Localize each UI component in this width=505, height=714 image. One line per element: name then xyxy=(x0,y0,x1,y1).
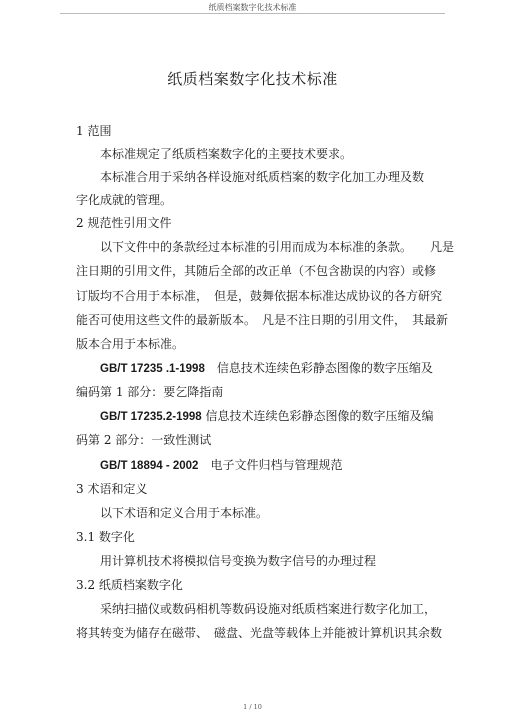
section-3-paragraph: 以下术语和定义合用于本标准。 xyxy=(100,506,269,520)
section-1-paragraph-2-line-2: 字化成就的管理。 xyxy=(76,193,173,207)
section-1-paragraph-2-line-1: 本标准合用于采纳各样设施对纸质档案的数字化加工办理及数 xyxy=(100,170,425,184)
section-2-paragraph-line-5: 版本合用于本标准。 xyxy=(76,337,185,351)
reference-2-title: 信息技术连续色彩静态图像的数字压缩及编 xyxy=(201,409,434,423)
page-header: 纸质档案数字化技术标准 xyxy=(208,3,297,12)
section-3-2-line-2: 将其转变为储存在磁带、 磁盘、光盘等载体上并能被计算机识其余数 xyxy=(76,626,443,640)
reference-1-title: 信息技术连续色彩静态图像的数字压缩及 xyxy=(204,361,433,375)
section-3-1-heading: 3.1 数字化 xyxy=(76,530,135,544)
section-3-1-text: 用计算机技术将模拟信号变换为数字信号的办理过程 xyxy=(100,554,377,568)
section-2-paragraph-line-2: 注日期的引用文件，其随后全部的改正单（不包含勘误的内容）或修 xyxy=(76,264,437,278)
section-1-heading: 1 范围 xyxy=(76,124,112,138)
reference-2 xyxy=(100,408,433,425)
reference-1 xyxy=(100,360,433,377)
section-2-heading: 2 规范性引用文件 xyxy=(76,216,172,230)
section-2-paragraph-line-3: 订版均不合用于本标准， 但是，鼓舞依据本标准达成协议的各方研究 xyxy=(76,289,443,303)
document-title: 纸质档案数字化技术标准 xyxy=(167,70,338,88)
section-1-paragraph-1: 本标准规定了纸质档案数字化的主要技术要求。 xyxy=(100,147,353,161)
section-3-2-heading: 3.2 纸质档案数字化 xyxy=(76,578,183,592)
reference-2-code: GB/T 17235.2-1998 xyxy=(100,411,202,423)
section-3-heading: 3 术语和定义 xyxy=(76,482,148,496)
reference-3-code: GB/T 18894 - 2002 xyxy=(100,460,199,472)
reference-3 xyxy=(100,457,342,474)
reference-1-code: GB/T 17235 .1-1998 xyxy=(100,363,205,375)
page-number-footer: 1 / 10 xyxy=(243,703,262,711)
section-2-paragraph-line-4: 能否可使用这些文件的最新版本。 凡是不注日期的引用文件， 其最新 xyxy=(76,313,449,327)
reference-2-line-2: 码第 2 部分：一致性测试 xyxy=(76,433,212,447)
section-3-2-line-1: 采纳扫描仪或数码相机等数码设施对纸质档案进行数字化加工， xyxy=(100,602,437,616)
header-rule xyxy=(60,13,445,14)
reference-1-line-2: 编码第 1 部分：要乞降指南 xyxy=(76,385,224,399)
reference-3-title: 电子文件归档与管理规范 xyxy=(198,458,343,472)
section-2-paragraph-line-1: 以下文件中的条款经过本标准的引用而成为本标准的条款。 凡是 xyxy=(100,240,455,254)
